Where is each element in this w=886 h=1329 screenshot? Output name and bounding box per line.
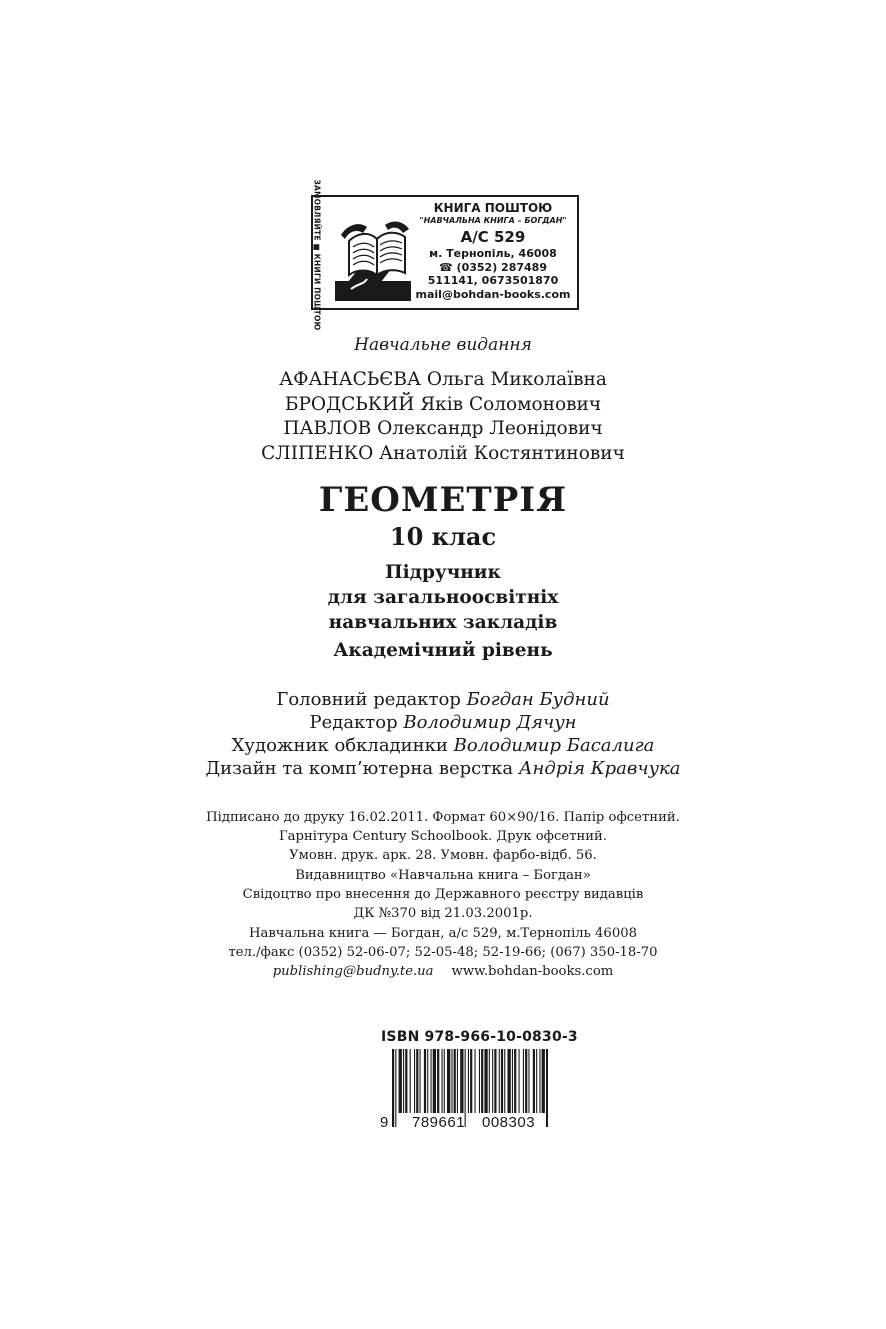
author: СЛІПЕНКО Анатолій Костянтинович xyxy=(261,442,625,464)
barcode-bar xyxy=(470,1049,472,1113)
barcode-bar xyxy=(414,1049,415,1113)
barcode-bar xyxy=(395,1049,396,1127)
print-line: Підписано до друку 16.02.2011. Формат 60×90/16. Папір офсетний. xyxy=(206,810,680,825)
barcode-bar xyxy=(437,1049,439,1113)
edition-type: Навчальне видання xyxy=(354,335,532,355)
barcode-bar xyxy=(420,1049,421,1113)
barcode-bar xyxy=(546,1049,548,1127)
mail-order-title: КНИГА ПОШТОЮ xyxy=(433,201,553,215)
barcode-bar xyxy=(514,1049,516,1113)
barcode-digits-right: 008303 xyxy=(482,1114,536,1131)
barcode-bar xyxy=(501,1049,503,1113)
barcode-bar xyxy=(457,1049,458,1113)
contact-info xyxy=(0,924,886,981)
publisher-line: Видавництво «Навчальна книга – Богдан» xyxy=(295,868,591,883)
credit-line: Дизайн та комп’ютерна верстка Андрія Кравчука xyxy=(205,758,681,779)
mail-order-box-number: А/С 529 xyxy=(460,228,526,246)
book-title: ГЕОМЕТРІЯ xyxy=(318,480,568,520)
barcode-bar xyxy=(542,1049,545,1113)
barcode-bar xyxy=(523,1049,524,1113)
barcode-bar xyxy=(528,1049,529,1113)
barcode-bar xyxy=(403,1049,404,1113)
subtitle-line: навчальних закладів xyxy=(328,612,558,633)
print-info xyxy=(0,808,886,865)
barcode-bar xyxy=(494,1049,496,1113)
barcode-bar xyxy=(536,1049,537,1113)
barcode-bar xyxy=(431,1049,432,1113)
books-icon xyxy=(333,211,415,303)
barcode-bar xyxy=(475,1049,476,1113)
barcode-bar xyxy=(508,1049,511,1113)
barcode-bar xyxy=(405,1049,407,1113)
barcode-bar xyxy=(479,1049,480,1113)
barcode-bar xyxy=(504,1049,505,1113)
publisher-line: ДК №370 від 21.03.2001р. xyxy=(353,906,533,921)
book-subtitle xyxy=(0,560,886,635)
mail-order-phone: ☎ (0352) 287489 xyxy=(439,260,547,274)
credits xyxy=(0,688,886,780)
author: АФАНАСЬЄВА Ольга Миколаївна xyxy=(279,369,607,390)
barcode-bar xyxy=(392,1049,394,1127)
mail-order-phones: 511141, 0673501870 xyxy=(427,274,559,288)
grade: 10 клас xyxy=(389,522,497,551)
barcode-bar xyxy=(433,1049,436,1113)
credit-line: Художник обкладинки Володимир Басалига xyxy=(231,735,655,756)
contact-email[interactable]: publishing@budny.te.ua xyxy=(272,964,434,979)
barcode-bar xyxy=(410,1049,411,1113)
barcode-bar xyxy=(468,1049,469,1113)
contact-address: Навчальна книга — Богдан, а/с 529, м.Тернопіль 46008 xyxy=(249,926,637,941)
barcode-bar xyxy=(499,1049,500,1113)
mail-order-box xyxy=(311,178,579,331)
barcode-bar xyxy=(525,1049,527,1113)
barcode-bar xyxy=(492,1049,493,1113)
mail-order-side-label: ЗАМОВЛЯЙТЕ ■ КНИГИ ПОШТОЮ xyxy=(312,178,322,331)
barcode-bar xyxy=(533,1049,535,1113)
mail-order-info xyxy=(409,201,577,302)
barcode-bar xyxy=(399,1049,402,1113)
barcode-digit-first: 9 xyxy=(380,1114,389,1131)
author: ПАВЛОВ Олександр Леонідович xyxy=(283,418,603,439)
publisher-line: Свідоцтво про внесення до Державного реєстру видавців xyxy=(242,887,644,902)
barcode-bar xyxy=(427,1049,428,1113)
contact-web xyxy=(0,962,886,981)
barcode-bar xyxy=(539,1049,540,1113)
barcode-bar xyxy=(424,1049,426,1113)
barcode-bar xyxy=(454,1049,456,1113)
barcode-bar xyxy=(447,1049,450,1113)
barcode-bar xyxy=(451,1049,452,1113)
contact-phones: тел./факс (0352) 52-06-07; 52-05-48; 52-19-66; (067) 350-18-70 xyxy=(228,945,658,960)
barcode-bar xyxy=(481,1049,483,1113)
print-line: Умовн. друк. арк. 28. Умовн. фарбо-відб. 56. xyxy=(289,848,597,863)
subtitle-line: Підручник xyxy=(385,562,501,583)
author: БРОДСЬКИЙ Яків Соломонович xyxy=(284,393,602,415)
barcode-bar xyxy=(512,1049,513,1113)
mail-order-city: м. Тернопіль, 46008 xyxy=(429,246,557,260)
subtitle-line: для загальноосвітніх xyxy=(327,587,559,608)
credit-line: Головний редактор Богдан Будний xyxy=(276,689,610,710)
barcode-bar xyxy=(416,1049,418,1113)
barcode-bar xyxy=(442,1049,443,1113)
authors-list xyxy=(0,368,886,466)
credit-line: Редактор Володимир Дячун xyxy=(309,712,577,733)
mail-order-subtitle: "НАВЧАЛЬНА КНИГА – БОГДАН" xyxy=(419,216,567,225)
barcode-bar xyxy=(444,1049,445,1113)
isbn-label: ISBN 978-966-10-0830-3 xyxy=(381,1029,578,1045)
mail-order-email: mail@bohdan-books.com xyxy=(415,288,571,301)
academic-level: Академічний рівень xyxy=(333,640,553,661)
barcode-digits-left: 789661 xyxy=(412,1114,466,1131)
barcode-bar xyxy=(519,1049,520,1113)
publisher-info xyxy=(0,866,886,923)
barcode-bar xyxy=(489,1049,490,1113)
barcode-bar xyxy=(484,1049,487,1113)
barcode-bar xyxy=(460,1049,463,1113)
isbn-barcode xyxy=(380,1047,548,1131)
print-line: Гарнітура Century Schoolbook. Друк офсетний. xyxy=(278,829,608,844)
contact-website[interactable]: www.bohdan-books.com xyxy=(451,964,614,979)
